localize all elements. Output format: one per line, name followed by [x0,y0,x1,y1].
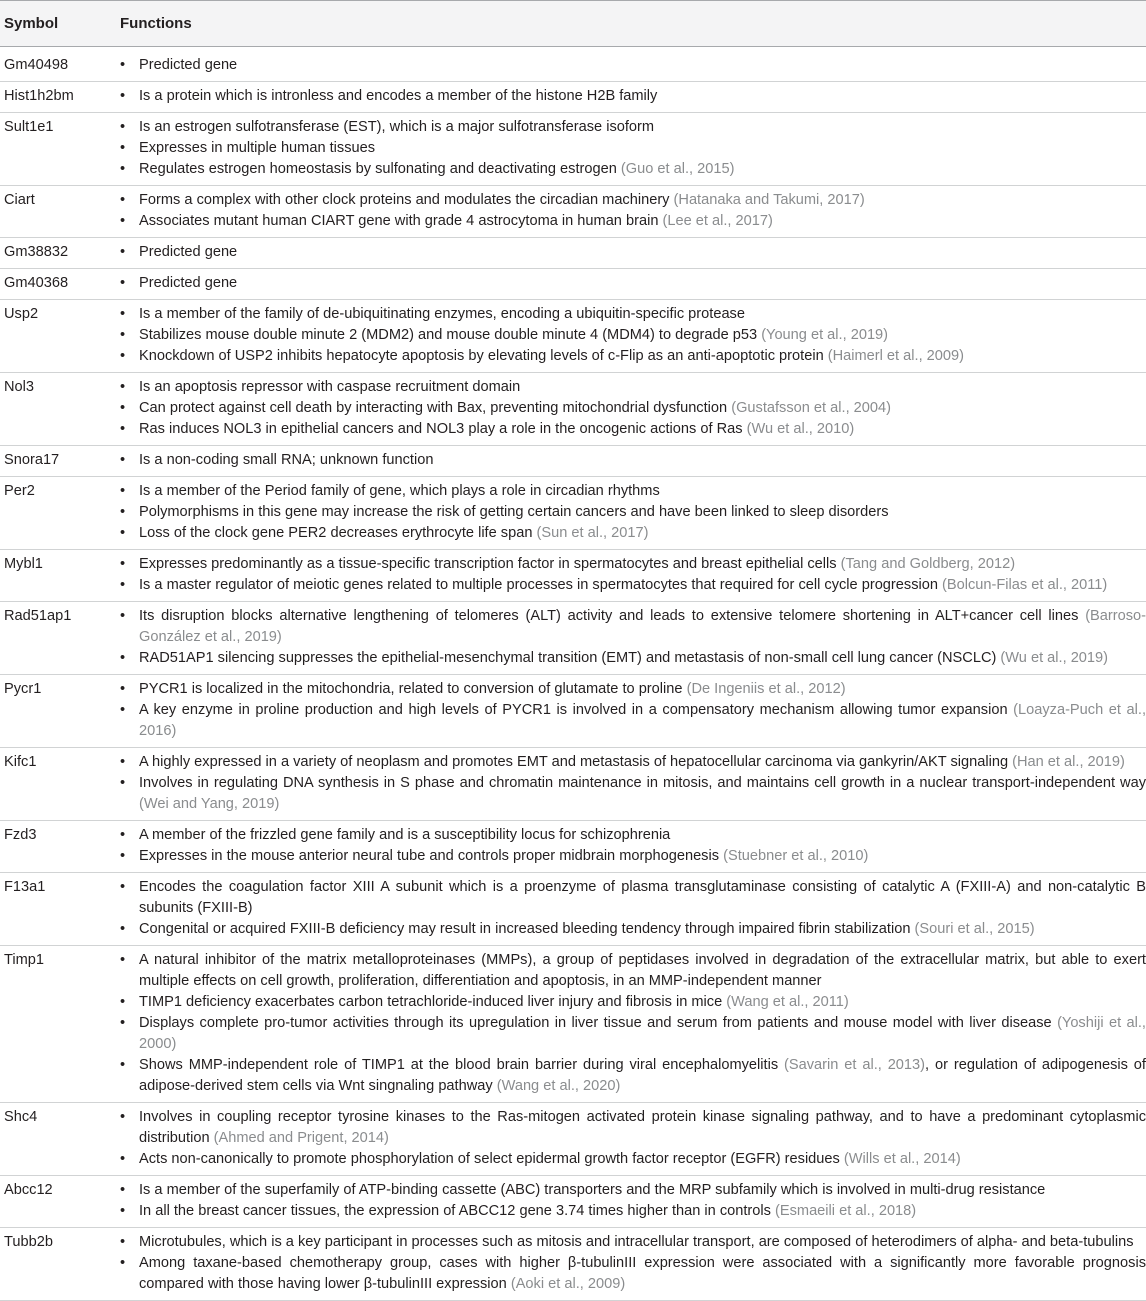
citation-link[interactable]: (Young et al., 2019) [761,327,889,343]
function-list [120,1180,1146,1222]
function-item [120,346,1146,367]
function-text: Associates mutant human CIART gene with grade 4 astrocytoma in human brain [139,213,659,229]
function-item [120,773,1146,815]
table-row [0,47,1146,82]
citation-link[interactable]: (Han et al., 2019) [1012,754,1125,770]
citation-link[interactable]: (Ahmed and Prigent, 2014) [213,1130,389,1146]
gene-symbol: Snora17 [0,446,120,477]
gene-symbol: Shc4 [0,1103,120,1176]
gene-functions [120,446,1146,477]
table-row [0,821,1146,873]
column-header-symbol: Symbol [0,1,120,47]
table-body [0,47,1146,1301]
function-text: Expresses in multiple human tissues [139,140,376,156]
citation-link[interactable]: (Gustafsson et al., 2004) [731,400,892,416]
citation-link[interactable]: (Loayza-Puch et al., 2016) [139,702,1146,739]
function-text: Shows MMP-independent role of TIMP1 at the blood brain barrier during viral encephalomyelitis [139,1057,779,1073]
function-text: Stabilizes mouse double minute 2 (MDM2) and mouse double minute 4 (MDM4) to degrade p53 [139,327,758,343]
table-row [0,675,1146,748]
function-item [120,377,1146,398]
function-item [120,117,1146,138]
gene-symbol: Tubb2b [0,1228,120,1301]
function-text: Predicted gene [139,275,238,291]
function-text: Encodes the coagulation factor XIII A subunit which is a proenzyme of plasma transglutaminase consisting of catalytic A (FXIII-A) and non-catalytic B subunits (FXIII-B) [139,879,1146,916]
gene-functions [120,47,1146,82]
function-text: A natural inhibitor of the matrix metalloproteinases (MMPs), a group of peptidases involved in degradation of the extracellular matrix, but able to exert multiple effects on cell growth, proliferation, differentiation and apoptosis, in an MMP-independent manner [139,952,1146,989]
table-row [0,1176,1146,1228]
function-item [120,648,1146,669]
function-text: Acts non-canonically to promote phosphorylation of select epidermal growth factor receptor (EGFR) residues [139,1151,840,1167]
gene-functions [120,238,1146,269]
function-text: In all the breast cancer tissues, the expression of ABCC12 gene 3.74 times higher than in controls [139,1203,771,1219]
function-item [120,450,1146,471]
gene-functions [120,113,1146,186]
gene-symbol: Nol3 [0,373,120,446]
gene-functions [120,675,1146,748]
function-item [120,992,1146,1013]
gene-symbol: Timp1 [0,946,120,1103]
function-text: Is an estrogen sulfotransferase (EST), which is a major sulfotransferase isoform [139,119,655,135]
function-item [120,304,1146,325]
gene-functions [120,1176,1146,1228]
citation-link[interactable]: (Wills et al., 2014) [843,1151,961,1167]
function-item [120,1055,1146,1097]
gene-symbol: Fzd3 [0,821,120,873]
function-text: Loss of the clock gene PER2 decreases erythrocyte life span [139,525,533,541]
function-item [120,481,1146,502]
function-text: Ras induces NOL3 in epithelial cancers and NOL3 play a role in the oncogenic actions of Ras [139,421,743,437]
table-row [0,477,1146,550]
gene-symbol: Sult1e1 [0,113,120,186]
gene-symbol: Kifc1 [0,748,120,821]
function-item [120,575,1146,596]
function-list [120,304,1146,367]
function-list [120,117,1146,180]
citation-link[interactable]: (Wu et al., 2010) [746,421,855,437]
function-text: Among taxane-based chemotherapy group, cases with higher β-tubulinIII expression were associated with a significantly more favorable prognosis compared with those having lower β-tubulinIII expression [139,1255,1146,1292]
function-item [120,1180,1146,1201]
function-list [120,752,1146,815]
function-text: A member of the frizzled gene family and is a susceptibility locus for schizophrenia [139,827,671,843]
function-item [120,950,1146,992]
citation-link[interactable]: (Haimerl et al., 2009) [827,348,965,364]
citation-link[interactable]: (Yoshiji et al., 2000) [139,1015,1146,1052]
gene-functions [120,269,1146,300]
citation-link[interactable]: (Wu et al., 2019) [1000,650,1109,666]
function-text: Expresses predominantly as a tissue-specific transcription factor in spermatocytes and breast epithelial cells [139,556,837,572]
citation-link[interactable]: (Stuebner et al., 2010) [723,848,869,864]
function-list [120,273,1146,294]
function-item [120,398,1146,419]
function-text: Is a non-coding small RNA; unknown function [139,452,434,468]
function-item [120,752,1146,773]
citation-link[interactable]: (Barroso-González et al., 2019) [139,608,1146,645]
gene-symbol: Usp2 [0,300,120,373]
citation-link[interactable]: (Hatanaka and Takumi, 2017) [673,192,865,208]
function-text: Is a member of the superfamily of ATP-binding cassette (ABC) transporters and the MRP subfamily which is involved in multi-drug resistance [139,1182,1046,1198]
table-row [0,300,1146,373]
function-item [120,211,1146,232]
function-item [120,877,1146,919]
citation-link[interactable]: (Savarin et al., 2013) [784,1057,926,1073]
function-text: Predicted gene [139,57,238,73]
function-list [120,1232,1146,1295]
function-text: Microtubules, which is a key participant in processes such as mitosis and intracellular transport, are composed of heterodimers of alpha- and beta-tubulins [139,1234,1134,1250]
function-text: Can protect against cell death by interacting with Bax, preventing mitochondrial dysfunction [139,400,728,416]
header-row [0,1,1146,47]
function-text: Involves in coupling receptor tyrosine kinases to the Ras-mitogen activated protein kinase signaling pathway, and to have a predominant cytoplasmic distribution [139,1109,1146,1146]
function-list [120,606,1146,669]
function-list [120,1107,1146,1170]
function-text: RAD51AP1 silencing suppresses the epithelial-mesenchymal transition (EMT) and metastasis of non-small cell lung cancer (NSCLC) [139,650,997,666]
table-row [0,113,1146,186]
gene-functions [120,82,1146,113]
citation-link[interactable]: (Souri et al., 2015) [914,921,1035,937]
function-list [120,950,1146,1097]
function-text: Its disruption blocks alternative lengthening of telomeres (ALT) activity and leads to extensive telomere shortening in ALT+cancer cell lines [139,608,1079,624]
function-text: Is a master regulator of meiotic genes related to multiple processes in spermatocytes that required for cell cycle progression [139,577,938,593]
function-list [120,450,1146,471]
gene-functions [120,1228,1146,1301]
gene-symbol: Pycr1 [0,675,120,748]
function-item [120,273,1146,294]
function-list [120,55,1146,76]
citation-link[interactable]: (Guo et al., 2015) [620,161,735,177]
gene-functions [120,550,1146,602]
gene-functions [120,300,1146,373]
function-item [120,1201,1146,1222]
table-row [0,550,1146,602]
function-item [120,825,1146,846]
table-row [0,873,1146,946]
function-item [120,679,1146,700]
function-text: Expresses in the mouse anterior neural tube and controls proper midbrain morphogenesis [139,848,720,864]
function-item [120,846,1146,867]
table-row [0,82,1146,113]
function-text: Predicted gene [139,244,238,260]
gene-symbol: Per2 [0,477,120,550]
function-item [120,1013,1146,1055]
function-list [120,190,1146,232]
table-row [0,186,1146,238]
column-header-functions: Functions [120,1,1146,47]
gene-functions [120,477,1146,550]
function-text: TIMP1 deficiency exacerbates carbon tetrachloride-induced liver injury and fibrosis in mice [139,994,723,1010]
function-text: Polymorphisms in this gene may increase the risk of getting certain cancers and have been linked to sleep disorders [139,504,889,520]
table-row [0,446,1146,477]
gene-symbol: Mybl1 [0,550,120,602]
function-item [120,502,1146,523]
citation-link[interactable]: (Aoki et al., 2009) [510,1276,626,1292]
gene-symbol: Gm40498 [0,47,120,82]
function-item [120,138,1146,159]
gene-symbol: Hist1h2bm [0,82,120,113]
function-item [120,1232,1146,1253]
function-item [120,523,1146,544]
function-text: , or regulation of adipogenesis of adipose-derived stem cells via Wnt singnaling pathway [139,1057,1146,1094]
table-row [0,238,1146,269]
gene-functions [120,946,1146,1103]
function-list [120,877,1146,940]
table-header [0,1,1146,47]
function-text: Forms a complex with other clock proteins and modulates the circadian machinery [139,192,670,208]
gene-functions [120,602,1146,675]
function-text: Is a member of the Period family of gene, which plays a role in circadian rhythms [139,483,660,499]
function-item [120,1107,1146,1149]
function-text: Knockdown of USP2 inhibits hepatocyte apoptosis by elevating levels of c-Flip as an anti-apoptotic protein [139,348,824,364]
function-item [120,700,1146,742]
gene-functions [120,873,1146,946]
function-text: Involves in regulating DNA synthesis in S phase and chromatin maintenance in mitosis, and maintains cell growth in a nuclear transport-independent way [139,775,1146,791]
function-text: Is a protein which is intronless and encodes a member of the histone H2B family [139,88,658,104]
gene-symbol: Ciart [0,186,120,238]
function-list [120,554,1146,596]
gene-symbol: Gm38832 [0,238,120,269]
function-item [120,919,1146,940]
table-row [0,373,1146,446]
function-item [120,86,1146,107]
function-item [120,190,1146,211]
function-text: PYCR1 is localized in the mitochondria, related to conversion of glutamate to proline [139,681,683,697]
citation-link[interactable]: (Tang and Goldberg, 2012) [840,556,1016,572]
citation-link[interactable]: (Sun et al., 2017) [536,525,649,541]
function-item [120,1149,1146,1170]
gene-symbol: F13a1 [0,873,120,946]
citation-link[interactable]: (Wei and Yang, 2019) [139,796,280,812]
function-text: Is a member of the family of de-ubiquitinating enzymes, encoding a ubiquitin-specific protease [139,306,745,322]
function-list [120,86,1146,107]
citation-link[interactable]: (Esmaeili et al., 2018) [775,1203,917,1219]
function-list [120,679,1146,742]
function-item [120,159,1146,180]
function-item [120,606,1146,648]
function-text: Is an apoptosis repressor with caspase recruitment domain [139,379,521,395]
gene-functions [120,1103,1146,1176]
gene-symbol: Rad51ap1 [0,602,120,675]
function-item [120,419,1146,440]
table-row [0,748,1146,821]
function-item [120,325,1146,346]
function-item [120,242,1146,263]
gene-functions [120,186,1146,238]
function-item [120,55,1146,76]
gene-functions [120,373,1146,446]
citation-link[interactable]: (De Ingeniis et al., 2012) [686,681,846,697]
table-row [0,602,1146,675]
gene-symbol: Abcc12 [0,1176,120,1228]
function-list [120,242,1146,263]
function-item [120,1253,1146,1295]
function-text: Displays complete pro-tumor activities through its upregulation in liver tissue and serum from patients and mouse model with liver disease [139,1015,1052,1031]
function-text: A highly expressed in a variety of neoplasm and promotes EMT and metastasis of hepatocellular carcinoma via gankyrin/AKT signaling [139,754,1009,770]
gene-functions [120,748,1146,821]
function-list [120,825,1146,867]
function-list [120,481,1146,544]
citation-link[interactable]: (Lee et al., 2017) [662,213,773,229]
table-row [0,269,1146,300]
gene-symbol: Gm40368 [0,269,120,300]
function-list [120,377,1146,440]
function-text: Congenital or acquired FXIII-B deficiency may result in increased bleeding tendency through impaired fibrin stabilization [139,921,911,937]
citation-link[interactable]: (Bolcun-Filas et al., 2011) [942,577,1108,593]
function-text: Regulates estrogen homeostasis by sulfonating and deactivating estrogen [139,161,617,177]
citation-link[interactable]: (Wang et al., 2020) [496,1078,621,1094]
table-row [0,946,1146,1103]
table-row [0,1228,1146,1301]
table-row [0,1103,1146,1176]
function-item [120,554,1146,575]
function-text: A key enzyme in proline production and high levels of PYCR1 is involved in a compensatory mechanism allowing tumor expansion [139,702,1008,718]
gene-functions [120,821,1146,873]
citation-link[interactable]: (Wang et al., 2011) [726,994,849,1010]
